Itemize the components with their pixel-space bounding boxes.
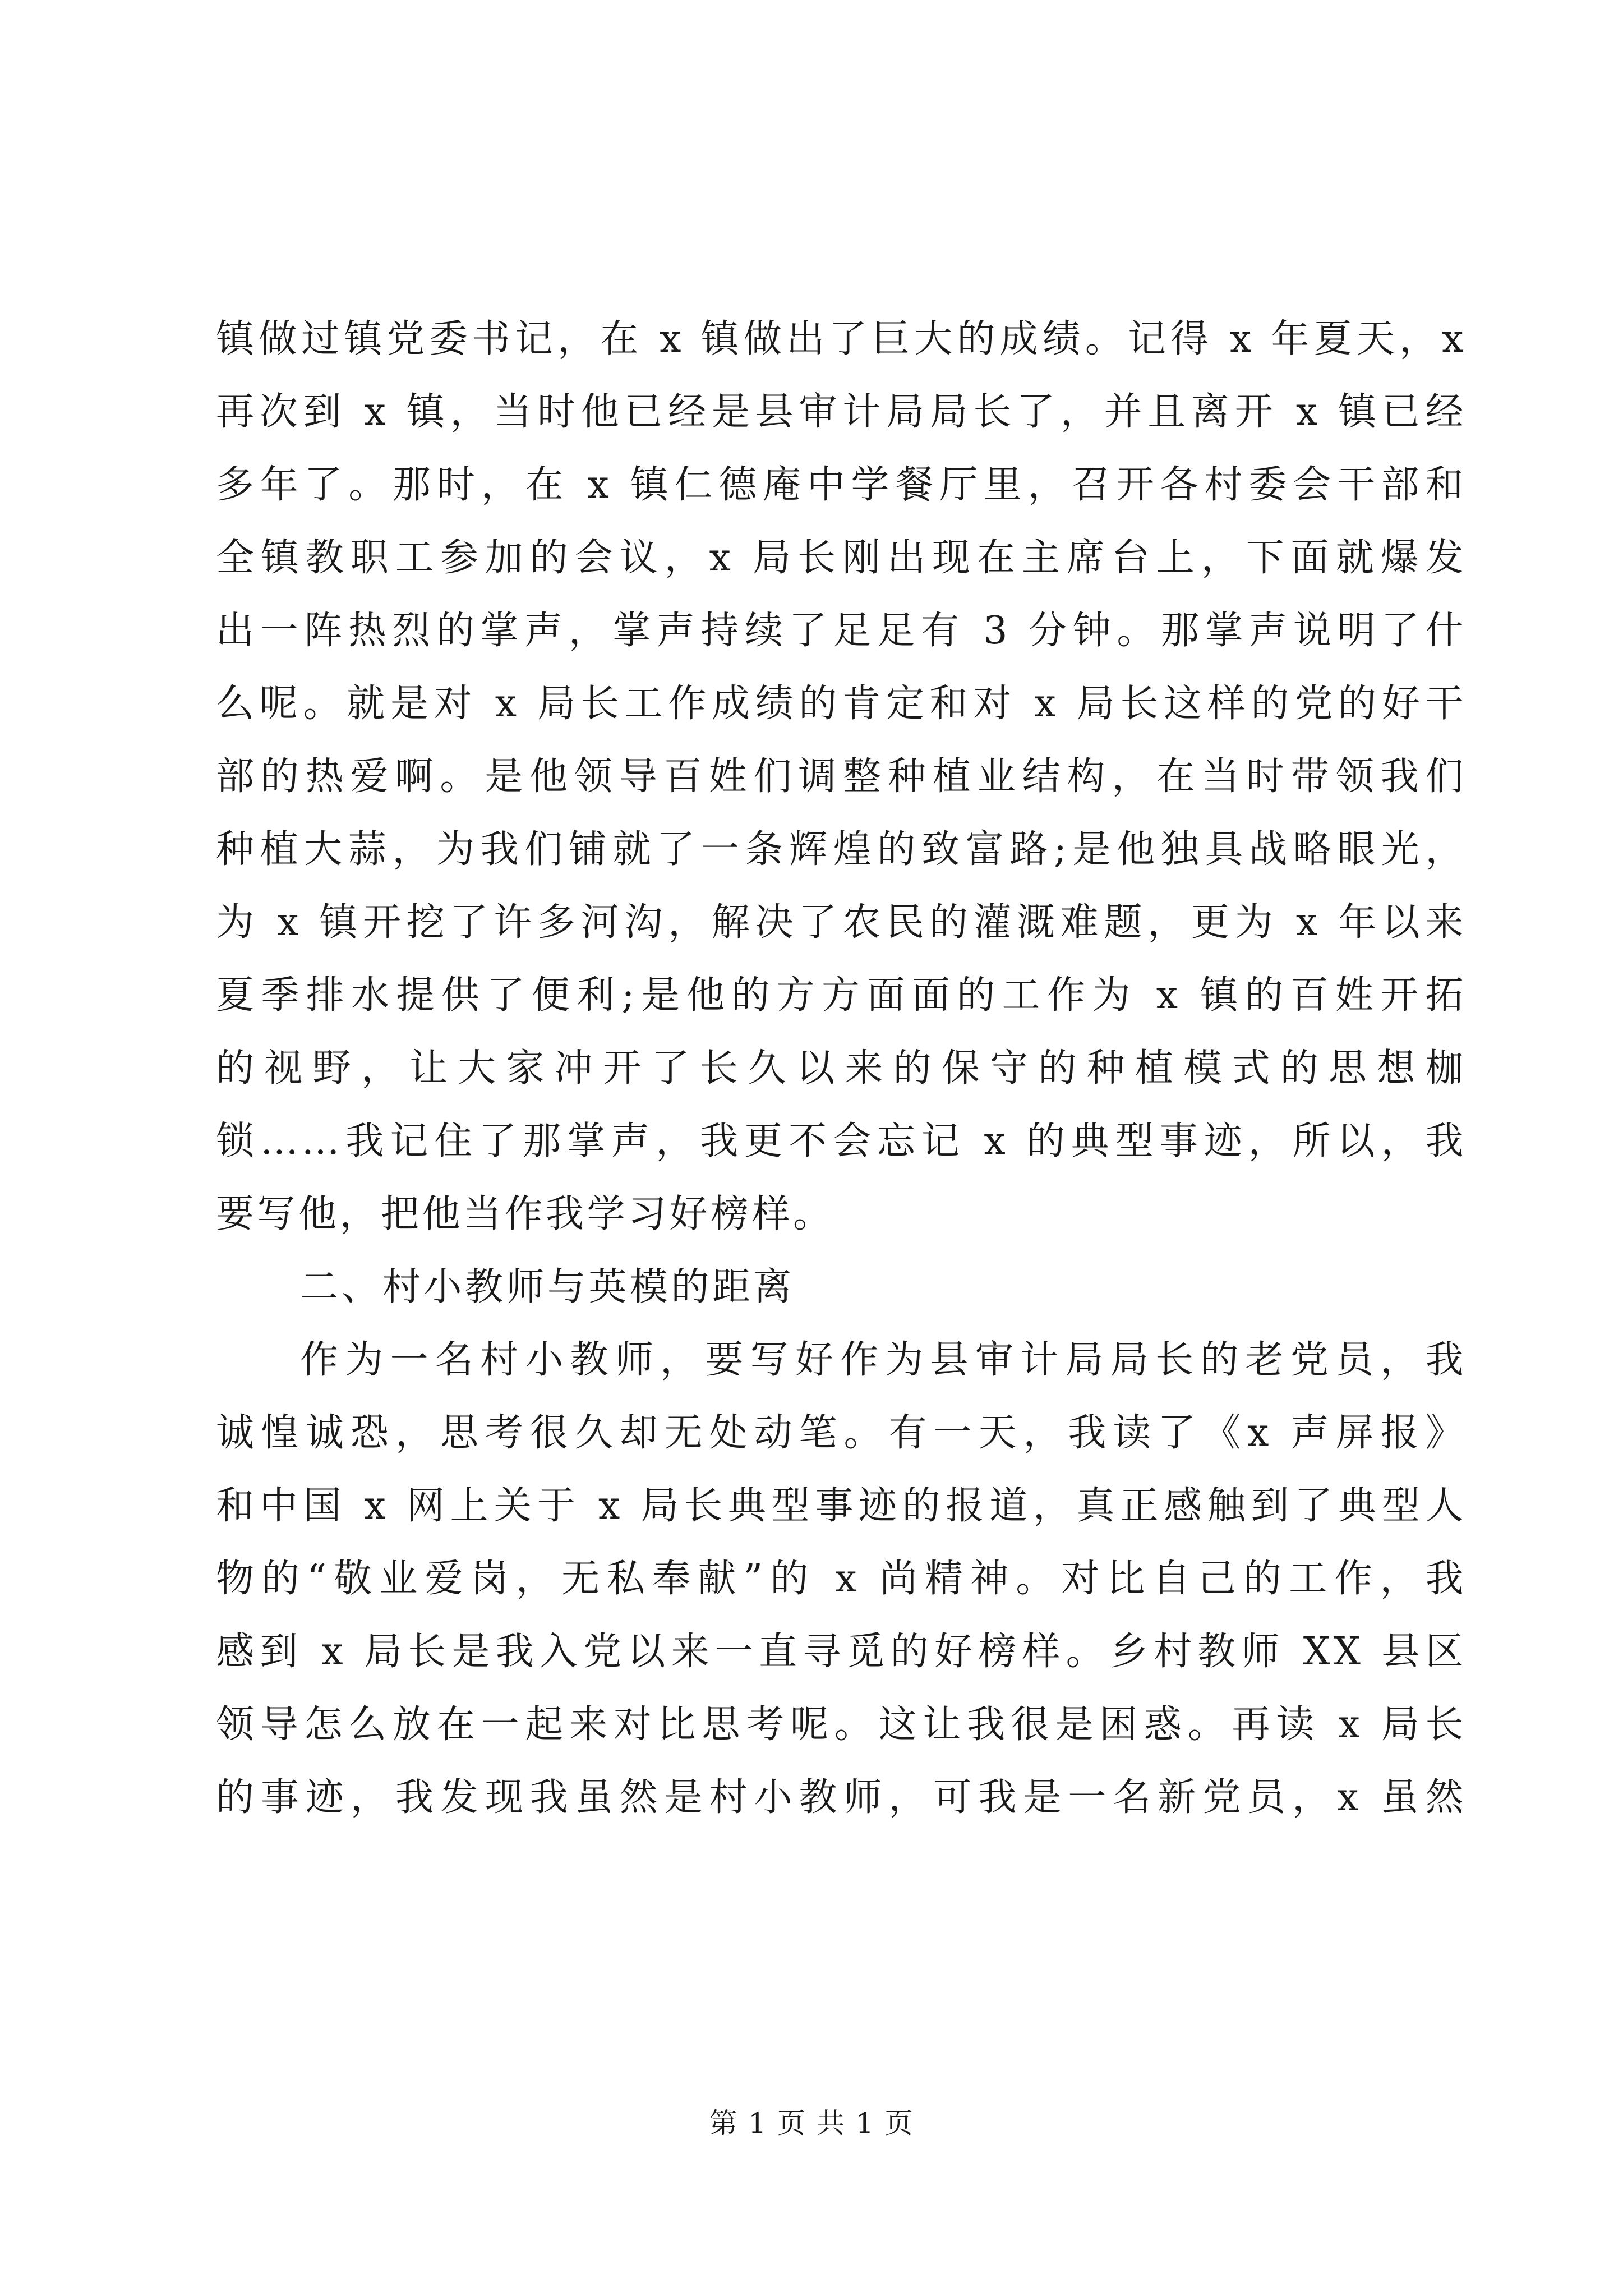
text-line: 的事迹，我发现我虽然是村小教师，可我是一名新党员，x 虽然: [216, 1775, 1467, 1820]
text-line: 要写他，把他当作我学习好榜样。: [216, 1192, 834, 1236]
text-line: 种植大蒜，为我们铺就了一条辉煌的致富路;是他独具战略眼光，: [216, 827, 1467, 872]
text-line: 再次到 x 镇，当时他已经是县审计局局长了，并且离开 x 镇已经: [216, 390, 1467, 434]
text-line: 的视野，让大家冲开了长久以来的保守的种植模式的思想枷: [216, 1046, 1467, 1091]
text-line: 镇做过镇党委书记，在 x 镇做出了巨大的成绩。记得 x 年夏天，x: [216, 317, 1467, 361]
text-line: 多年了。那时，在 x 镇仁德庵中学餐厅里，召开各村委会干部和: [216, 463, 1467, 507]
page-footer: 第 1 页 共 1 页: [709, 2107, 914, 2139]
text-line: 领导怎么放在一起来对比思考呢。这让我很是困惑。再读 x 局长: [216, 1703, 1467, 1747]
text-line: 作为一名村小教师，要写好作为县审计局局长的老党员，我: [300, 1338, 1467, 1382]
document-body: [216, 303, 1467, 1834]
section-heading: 二、村小教师与英模的距离: [300, 1265, 795, 1309]
text-line: 夏季排水提供了便利;是他的方方面面的工作为 x 镇的百姓开拓: [216, 973, 1467, 1018]
text-line: 感到 x 局长是我入党以来一直寻觅的好榜样。乡村教师 XX 县区: [216, 1630, 1467, 1674]
text-line: 为 x 镇开挖了许多河沟，解决了农民的灌溉难题，更为 x 年以来: [216, 900, 1467, 945]
text-line: 全镇教职工参加的会议，x 局长刚出现在主席台上，下面就爆发: [216, 536, 1467, 580]
text-line: 物的“敬业爱岗，无私奉献”的 x 尚精神。对比自己的工作，我: [216, 1557, 1467, 1601]
text-line: 出一阵热烈的掌声，掌声持续了足足有 3 分钟。那掌声说明了什: [216, 609, 1467, 653]
text-line: 部的热爱啊。是他领导百姓们调整种植业结构，在当时带领我们: [216, 754, 1467, 799]
text-line: 么呢。就是对 x 局长工作成绩的肯定和对 x 局长这样的党的好干: [216, 682, 1467, 726]
text-line: 诚惶诚恐，思考很久却无处动笔。有一天，我读了《x 声屏报》: [216, 1411, 1467, 1455]
text-line: 和中国 x 网上关于 x 局长典型事迹的报道，真正感触到了典型人: [216, 1484, 1467, 1528]
text-line: 锁……我记住了那掌声，我更不会忘记 x 的典型事迹，所以，我: [216, 1119, 1467, 1163]
